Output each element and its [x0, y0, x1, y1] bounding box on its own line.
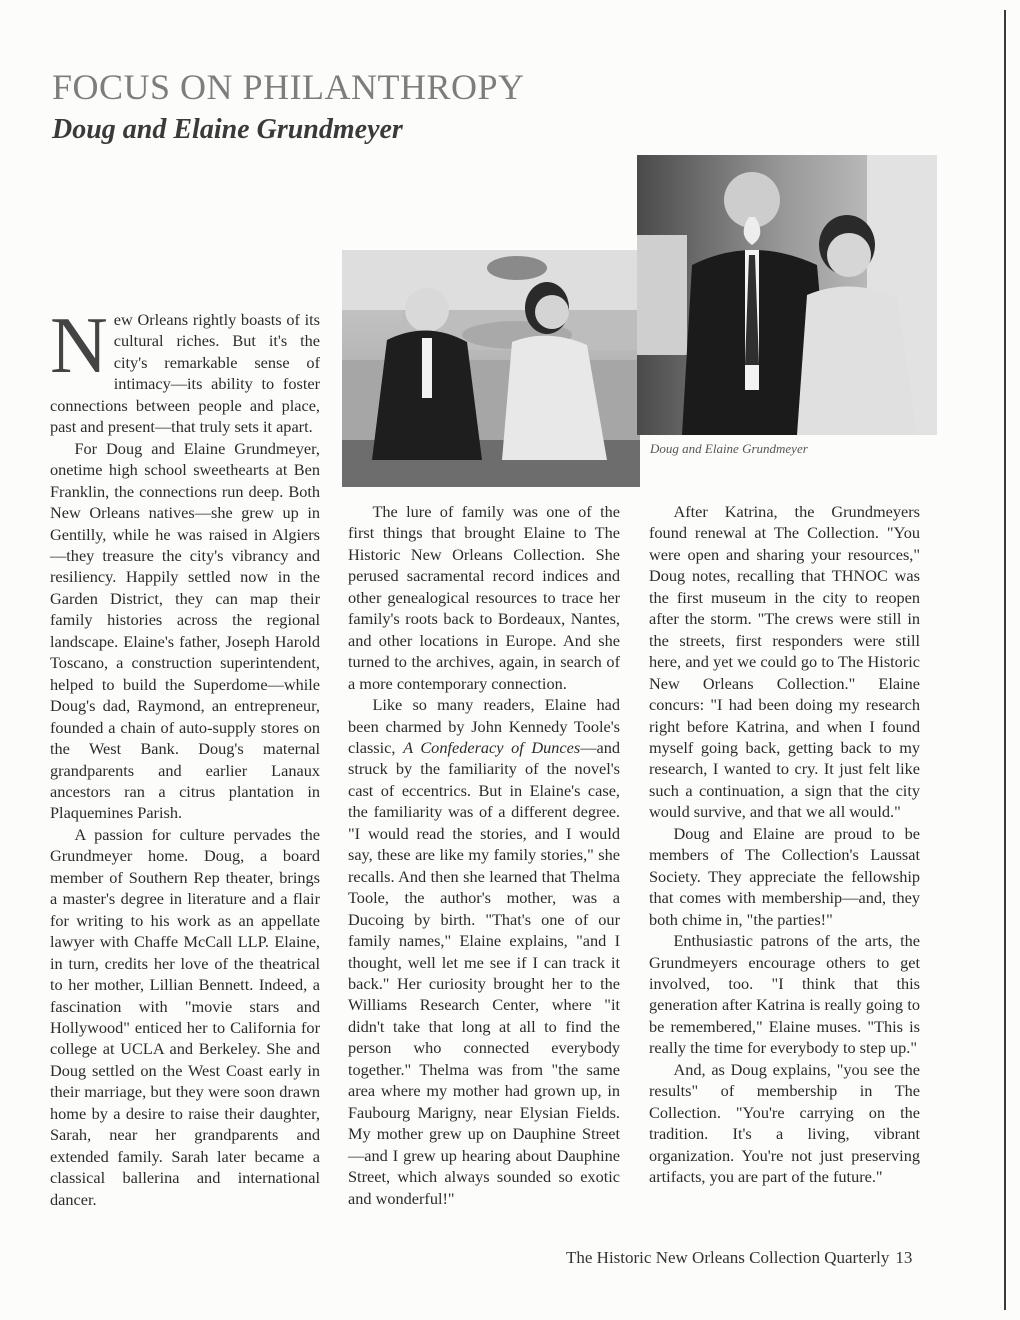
paragraph: Enthusiastic patrons of the arts, the Grundmeyers encourage others to get involved, too. "I think that this generation after Katrina is really going to be remembered," Elaine muses. "This is really the time for everybody to step up."	[649, 931, 920, 1058]
publication-name: The Historic New Orleans Collection Quarterly	[566, 1248, 890, 1267]
book-title: A Confederacy of Dunces	[403, 737, 581, 757]
page-number: 13	[895, 1248, 913, 1267]
paragraph: New Orleans rightly boasts of its cultural riches. But it's the city's remarkable sense of intimacy—its ability to foster connections between people and place, past and present—that truly sets it apart.	[50, 302, 320, 437]
paragraph: The lure of family was one of the first things that brought Elaine to The Historic New Orleans Collection. She perused sacramental record indices and other genealogical resources to trace her family's roots back to Bordeaux, Nantes, and other locations in Europe. And she turned to the archives, again, in search of a more contemporary connection.	[348, 502, 620, 693]
page-footer	[566, 1248, 926, 1268]
drop-cap: N	[50, 302, 108, 390]
paragraph: After Katrina, the Grundmeyers found renewal at The Collection. "You were open and sharing your resources," Doug notes, recalling that THNOC was the first museum in the city to reopen after the storm. "The crews were still in the streets, first responders were still here, and yet we could go to The Historic New Orleans Collection." Elaine concurs: "I had been doing my research right before Katrina, and when I found myself going back, getting back to my research, I wanted to cry. It just felt like such a continuation, a sign that the city would survive, and that we all would."	[649, 502, 920, 822]
paragraph: And, as Doug explains, "you see the results" of membership in The Collection. "You're carrying on the tradition. It's a living, vibrant organization. You're not just preserving artifacts, you are part of the future."	[649, 1059, 920, 1187]
photo-couple-standing	[637, 155, 937, 435]
page-edge-rule	[1004, 10, 1006, 1310]
paragraph: Like so many readers, Elaine had been charmed by John Kennedy Toole's classic, A Confederacy of Dunces—and struck by the familiarity of the novel's cast of eccentrics. But in Elaine's case, the familiarity was of a different degree. "I would read the stories, and I would say, these are like my family stories," she recalls. And then she learned that Thelma Toole, the author's mother, was a Ducoing by birth. "That's one of our family names," Elaine explains, "and I thought, well let me see if I can track it back." Her curiosity brought her to the Williams Research Center, where "it didn't take that long at all to find the person who connected everybody together." Thelma was from "the same area where my mother had grown up, in Faubourg Marigny, near Elysian Fields. My mother grew up on Dauphine Street—and I grew up hearing about Dauphine Street, which always sounded so exotic and wonderful!"	[348, 695, 620, 1208]
photo-couple-seated	[342, 250, 640, 487]
paragraph: For Doug and Elaine Grundmeyer, onetime high school sweethearts at Ben Franklin, the connections run deep. Both New Orleans natives—she grew up in Gentilly, while he was raised in Algiers—they treasure the city's vibrancy and resiliency. Happily settled now in the Garden District, they can map their family histories across the regional landscape. Elaine's father, Joseph Harold Toscano, a construction superintendent, helped to build the Superdome—while Doug's dad, Raymond, an entrepreneur, founded a chain of auto-supply stores on the West Bank. Doug's maternal grandparents and earlier Lanaux ancestors ran a citrus plantation in Plaquemines Parish.	[50, 438, 320, 823]
section-kicker: FOCUS ON PHILANTHROPY	[52, 67, 525, 107]
photo-caption: Doug and Elaine Grundmeyer	[650, 441, 808, 456]
article-column-3	[649, 501, 920, 1188]
article-column-1	[50, 302, 320, 1210]
paragraph: Doug and Elaine are proud to be members of The Collection's Laussat Society. They appreciate the fellowship that comes with membership—and, they both chime in, "the parties!"	[649, 823, 920, 929]
article-title: Doug and Elaine Grundmeyer	[52, 114, 403, 145]
article-column-2	[348, 501, 620, 1209]
paragraph: A passion for culture pervades the Grundmeyer home. Doug, a board member of Southern Rep theater, brings a master's degree in literature and a flair for writing to his work as an appellate lawyer with Chaffe McCall LLP. Elaine, in turn, credits her love of the theatrical to her mother, Lillian Bennett. Indeed, a fascination with "movie stars and Hollywood" enticed her to California for college at UCLA and Berkeley. She and Doug settled on the West Coast early in their marriage, but they were soon drawn home by a desire to raise their daughter, Sarah, near her grandparents and extended family. Sarah later became a classical ballerina and international dancer.	[50, 824, 320, 1209]
